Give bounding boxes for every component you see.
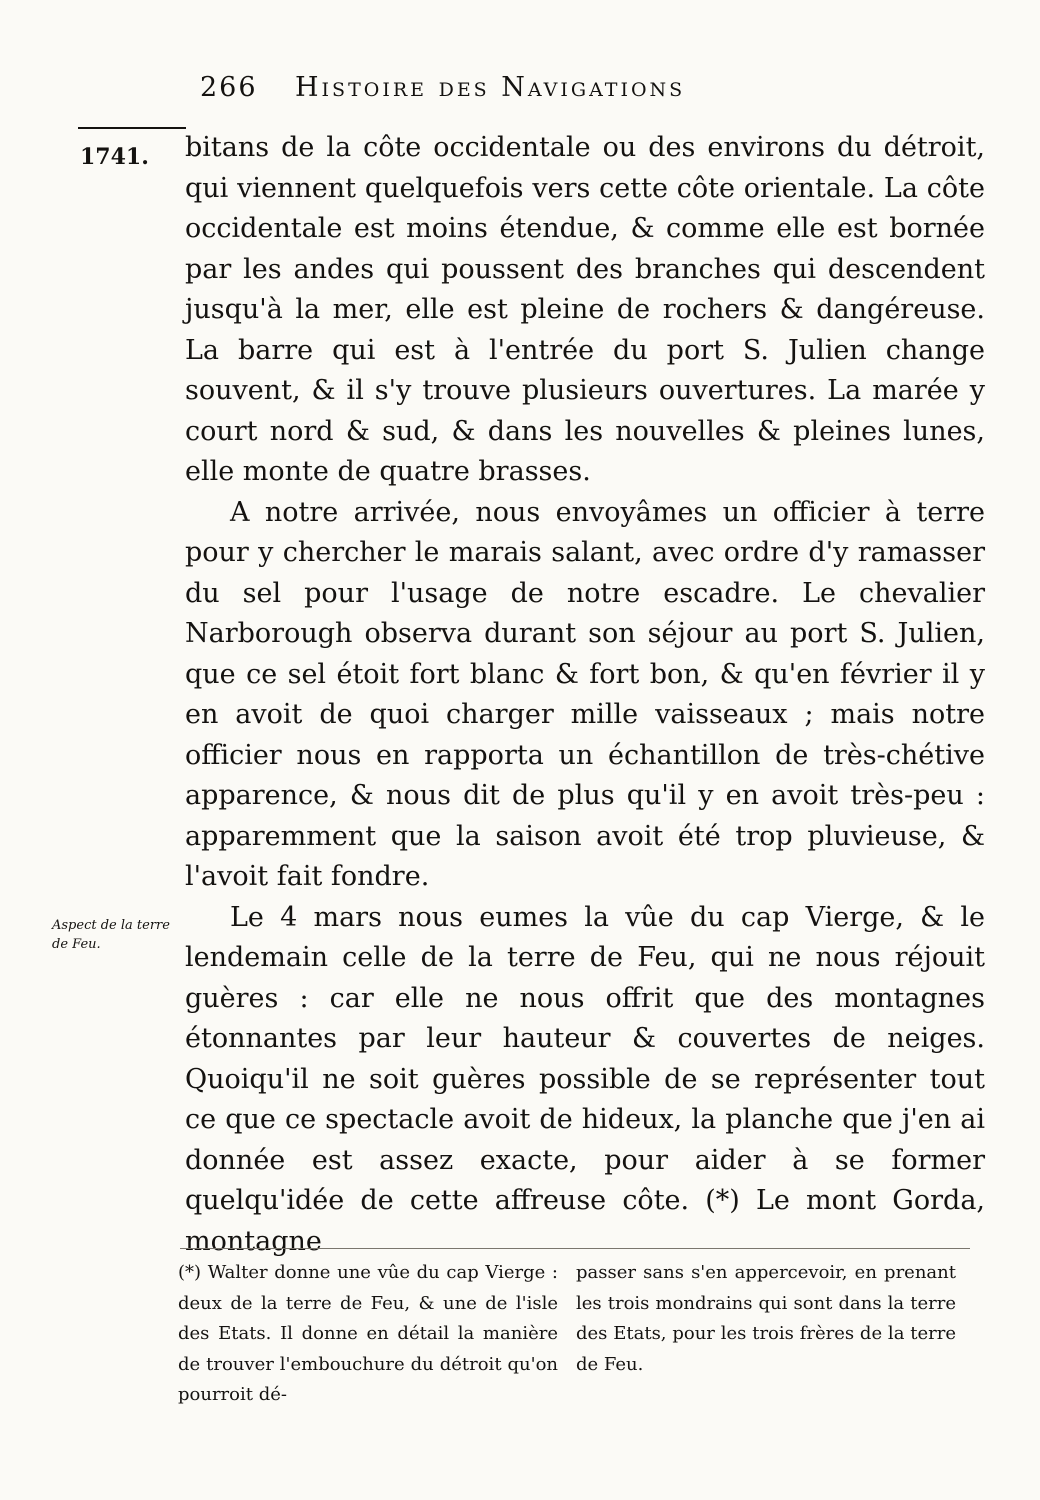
paragraph: bitans de la côte occidentale ou des environs du détroit, qui viennent quelquefois vers cette côte orientale. La côte occidentale est moins étendue, & comme elle est bornée par les andes qui poussent des branches qui descendent jusqu'à la mer, elle est pleine de rochers & dangéreuse. La barre qui est à l'entrée du port S. Julien change souvent, & il s'y trouve plusieurs ouvertures. La marée y court nord & sud, & dans les nouvelles & pleines lunes, elle monte de quatre brasses. xyxy=(185,132,985,487)
paragraph: Le 4 mars nous eumes la vûe du cap Vierge, & le lendemain celle de la terre de Feu, qui ne nous réjouit guères : car elle ne nous offrit que des montagnes étonnantes par leur hauteur & couvertes de neiges. Quoiqu'il ne soit guères possible de se représenter tout ce que ce spectacle avoit de hideux, la planche que j'en ai donnée est assez exacte, pour aider à se former quelqu'idée de cette affreuse côte. (*) Le mont Gorda, montagne xyxy=(185,901,985,1257)
margin-rule xyxy=(78,127,186,129)
margin-note: Aspect de la terre de Feu. xyxy=(52,918,170,952)
page-number: 266 xyxy=(200,72,258,103)
footnote-column-left: (*) Walter donne une vûe du cap Vierge : deux de la terre de Feu, & une de l'isle des Etats. Il donne en détail la manière de trouver l'embouchure du détroit qu'on pourroit dé- xyxy=(178,1262,558,1405)
paragraph: A notre arrivée, nous envoyâmes un officier à terre pour y chercher le marais salant, avec ordre d'y ramasser du sel pour l'usage de notre escadre. Le chevalier Narborough observa durant son séjour au port S. Julien, que ce sel étoit fort blanc & fort bon, & qu'en février il y en avoit de quoi charger mille vaisseaux ; mais notre officier nous en rapporta un échantillon de très-chétive apparence, & nous dit de plus qu'il y en avoit très-peu : apparemment que la saison avoit été trop pluvieuse, & l'avoit fait fondre. xyxy=(185,496,985,892)
main-text xyxy=(185,128,985,1262)
footnote-rule xyxy=(180,1248,970,1249)
running-title: Histoire des Navigations xyxy=(295,72,686,103)
margin-year: 1741. xyxy=(80,144,149,170)
footnote-column-right: passer sans s'en appercevoir, en prenant les trois mondrains qui sont dans la terre des Etats, pour les trois frères de la terre de Feu. xyxy=(576,1262,956,1375)
page-header xyxy=(200,72,930,112)
